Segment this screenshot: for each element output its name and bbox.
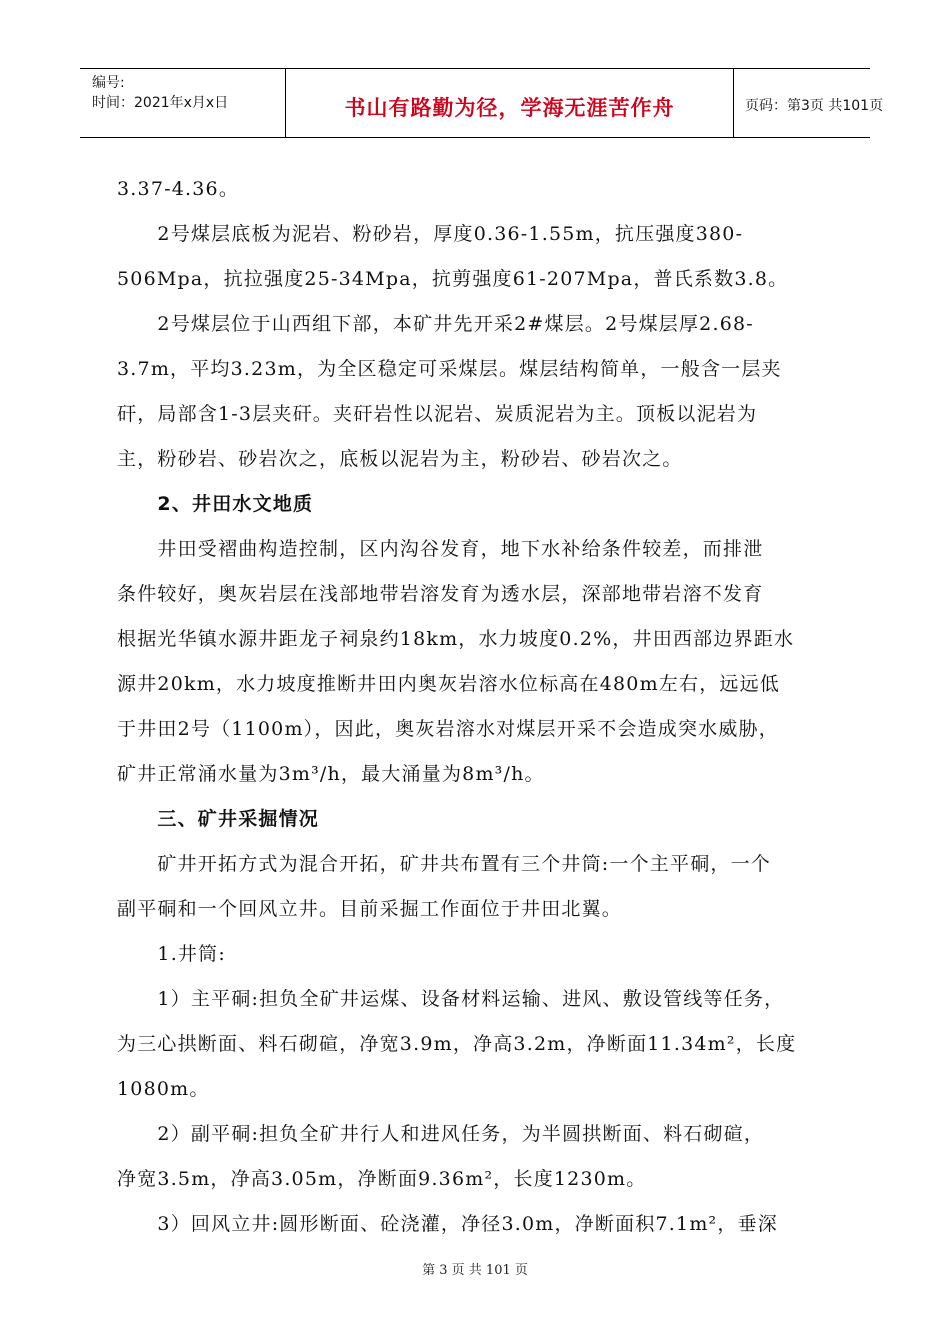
- text-line: 3.7m，平均3.23m，为全区稳定可采煤层。煤层结构简单，一般含一层夹: [117, 358, 782, 380]
- header-page-info: [733, 69, 884, 137]
- text-line: 2号煤层位于山西组下部，本矿井先开采2#煤层。2号煤层厚2.68-: [117, 313, 754, 335]
- text-line: 1）主平硐:担负全矿井运煤、设备材料运输、进风、敷设管线等任务，: [117, 988, 785, 1010]
- text-line: 于井田2号（1100m），因此，奥灰岩溶水对煤层开采不会造成突水威胁，: [117, 718, 779, 740]
- text-line: 506Mpa，抗拉强度25-34Mpa，抗剪强度61-207Mpa，普氏系数3.8。: [117, 268, 789, 290]
- text-line: 副平硐和一个回风立井。目前采掘工作面位于井田北翼。: [117, 898, 623, 920]
- text-line: 1.井筒:: [117, 943, 226, 965]
- page-footer: 第 3 页 共 101 页: [422, 1263, 528, 1278]
- number-label: 编号:: [92, 75, 125, 91]
- text-line: 矿井正常涌水量为3m³/h，最大涌量为8m³/h。: [117, 763, 545, 785]
- text-line: 源井20km，水力坡度推断井田内奥灰岩溶水位标高在480m左右，远远低: [117, 673, 780, 695]
- text-line: 3）回风立井:圆形断面、砼浇灌，净径3.0m，净断面积7.1m²，垂深: [117, 1213, 778, 1235]
- text-line: 根据光华镇水源井距龙子祠泉约18km，水力坡度0.2%，井田西部边界距水: [117, 628, 795, 650]
- section-heading: 2、井田水文地质: [117, 493, 314, 515]
- text-line: 条件较好，奥灰岩层在浅部地带岩溶发育为透水层，深部地带岩溶不发育: [117, 583, 764, 605]
- text-line: 矿井开拓方式为混合开拓，矿井共布置有三个井筒:一个主平硐，一个: [117, 853, 772, 875]
- text-line: 主，粉砂岩、砂岩次之，底板以泥岩为主，粉砂岩、砂岩次之。: [117, 448, 683, 470]
- text-line: 1080m。: [117, 1078, 210, 1100]
- text-line: 净宽3.5m，净高3.05m，净断面9.36m²，长度1230m。: [117, 1168, 647, 1190]
- header-motto-cell: [285, 69, 734, 137]
- page-info: 页码：第3页 共101页: [745, 98, 884, 114]
- section-heading: 三、矿井采掘情况: [117, 808, 320, 830]
- text-line: 矸，局部含1-3层夹矸。夹矸岩性以泥岩、炭质泥岩为主。顶板以泥岩为: [117, 403, 758, 425]
- motto: 书山有路勤为径，学海无涯苦作舟: [344, 96, 675, 120]
- text-line: 2号煤层底板为泥岩、粉砂岩，厚度0.36-1.55m，抗压强度380-: [117, 223, 744, 245]
- text-line: 3.37-4.36。: [117, 178, 240, 200]
- page-header: [80, 68, 884, 138]
- text-line: 为三心拱断面、料石砌碹，净宽3.9m，净高3.2m，净断面11.34m²，长度: [117, 1033, 797, 1055]
- header-meta: [80, 69, 285, 137]
- text-line: 2）副平硐:担负全矿井行人和进风任务，为半圆拱断面、料石砌碹，: [117, 1123, 765, 1145]
- text-line: 井田受褶曲构造控制，区内沟谷发育，地下水补给条件较差，而排泄: [117, 538, 764, 560]
- time-label: 时间：2021年x月x日: [92, 95, 229, 111]
